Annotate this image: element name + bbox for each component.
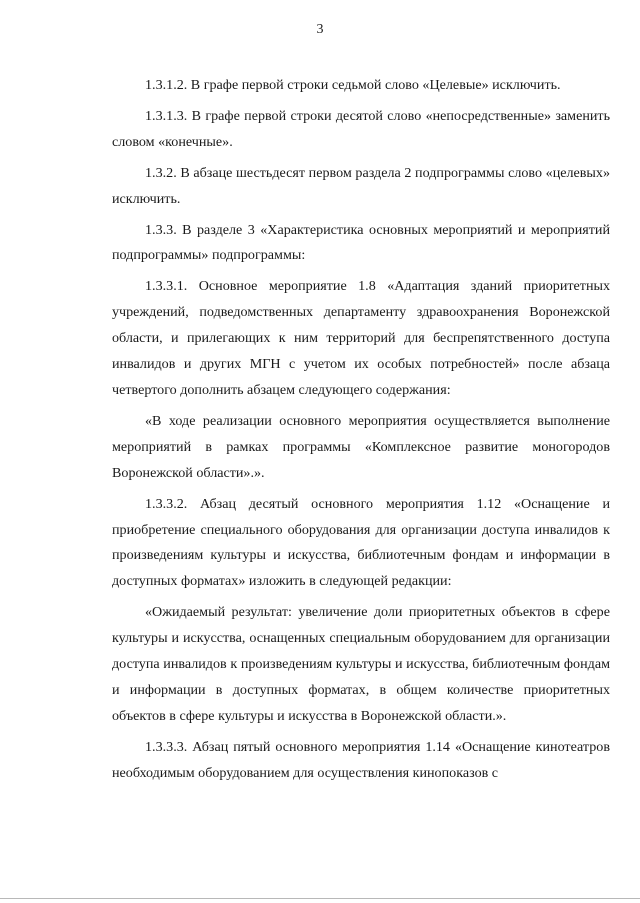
document-body (112, 73, 610, 792)
paragraph-1-3-3-1: 1.3.3.1. Основное мероприятие 1.8 «Адаптация зданий приоритетных учреждений, подведомственных департаменту здравоохранения Воронежской области, и прилегающих к ним территорий для беспрепятственного доступа инвалидов и других МГН с учетом их особых потребностей» после абзаца четвертого дополнить абзацем следующего содержания: (112, 278, 610, 398)
paragraph-1-3-3-2: 1.3.3.2. Абзац десятый основного мероприятия 1.12 «Оснащение и приобретение специального оборудования для организации доступа инвалидов к произведениям культуры и искусства, библиотечным фондам и информации в доступных форматах» изложить в следующей редакции: (112, 495, 610, 590)
paragraph-1-3-3-3: 1.3.3.3. Абзац пятый основного мероприятия 1.14 «Оснащение кинотеатров необходимым оборудованием для осуществления кинопоказов с (112, 738, 610, 781)
page-number: 3 (316, 22, 324, 37)
paragraph-1-3-1-3: 1.3.1.3. В графе первой строки десятой слово «непосредственные» заменить словом «конечные». (112, 107, 610, 150)
page-bottom-edge (0, 898, 640, 899)
paragraph-quote-expected-result: «Ожидаемый результат: увеличение доли приоритетных объектов в сфере культуры и искусства, оснащенных специальным оборудованием для организации доступа инвалидов к произведениям культуры и искусства, библиотечным фондам и информации в доступных форматах, в общем количестве приоритетных объектов в сфере культуры и искусства в Воронежской области.». (112, 604, 610, 724)
paragraph-quote-monogoroda: «В ходе реализации основного мероприятия осуществляется выполнение мероприятий в рамках программы «Комплексное развитие моногородов Воронежской области».». (112, 412, 610, 481)
paragraph-1-3-3: 1.3.3. В разделе 3 «Характеристика основных мероприятий и мероприятий подпрограммы» подпрограммы: (112, 221, 610, 264)
paragraph-1-3-1-2: 1.3.1.2. В графе первой строки седьмой слово «Целевые» исключить. (145, 77, 561, 93)
paragraph-1-3-2: 1.3.2. В абзаце шестьдесят первом раздела 2 подпрограммы слово «целевых» исключить. (112, 164, 610, 207)
